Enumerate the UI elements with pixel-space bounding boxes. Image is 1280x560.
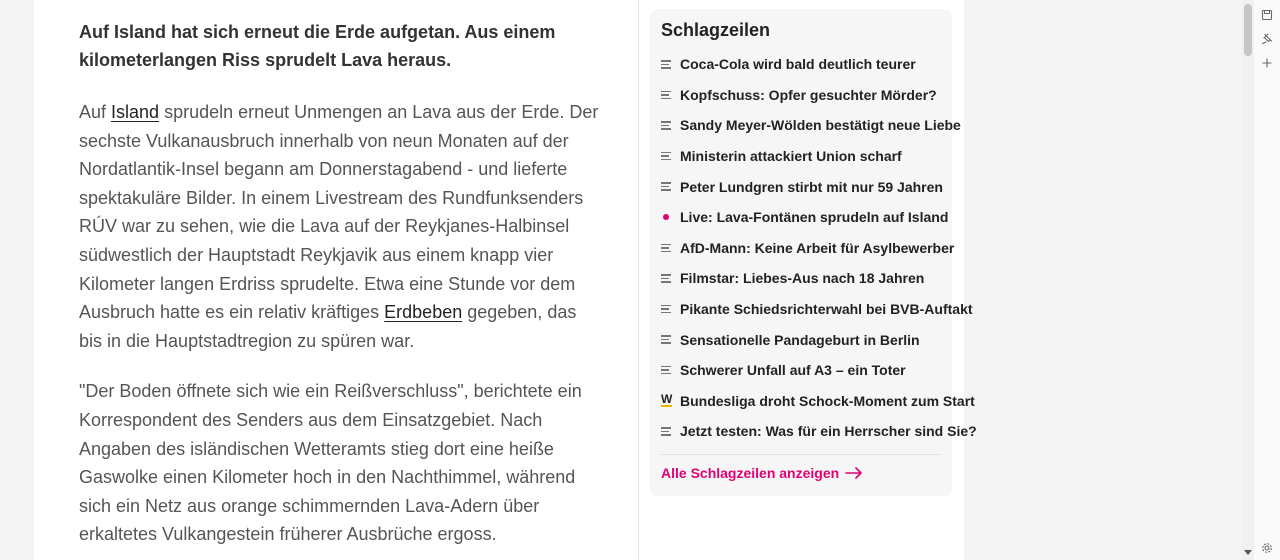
headline-label: Kopfschuss: Opfer gesuchter Mörder? bbox=[680, 86, 937, 103]
paragraph-text: gegeben, das bis in die Hauptstadtregion zu spüren war. bbox=[79, 302, 577, 351]
w-logo-icon: W bbox=[661, 392, 673, 407]
headline-item[interactable] bbox=[661, 202, 949, 233]
article-lines-icon bbox=[661, 364, 680, 377]
paragraph-text: Auf bbox=[79, 102, 112, 122]
headline-label: Bundesliga droht Schock-Moment zum Start bbox=[680, 392, 975, 409]
scrollbar-thumb[interactable] bbox=[1244, 4, 1252, 56]
link-island[interactable]: Island bbox=[111, 102, 160, 122]
article-paragraph bbox=[79, 98, 599, 355]
headline-item[interactable] bbox=[661, 355, 941, 386]
headline-label: Peter Lundgren stirbt mit nur 59 Jahren bbox=[680, 178, 943, 195]
headline-item[interactable] bbox=[661, 141, 941, 172]
headline-item[interactable] bbox=[661, 233, 955, 264]
gear-icon[interactable] bbox=[1260, 541, 1274, 555]
divider bbox=[661, 454, 941, 455]
link-erdbeben[interactable]: Erdbeben bbox=[384, 302, 463, 323]
article-lines-icon bbox=[661, 242, 680, 255]
article-lines-icon bbox=[661, 333, 680, 346]
article-lines-icon bbox=[661, 150, 680, 163]
headline-item[interactable] bbox=[661, 110, 961, 141]
headline-item[interactable] bbox=[661, 324, 941, 355]
article-lines-icon bbox=[661, 303, 680, 316]
article-lines-icon bbox=[661, 272, 680, 285]
article-lines-icon bbox=[661, 119, 680, 132]
headlines-box bbox=[650, 9, 977, 496]
scrollbar[interactable] bbox=[1242, 0, 1254, 560]
headline-item[interactable] bbox=[661, 386, 975, 417]
paragraph-text: sprudeln erneut Unmengen an Lava aus der Erde. Der sechste Vulkanausbruch innerhalb von neun Monaten auf der Nordatlantik-Insel begann am Donnerstagabend - und lieferte spektakuläre Bilder. In einem Livestream des Rundfunksenders RÚV war zu sehen, wie die Lava auf der Reykjanes-Halbinsel südwestlich der Hauptstadt Reykjavik aus einem knapp vier Kilometer langen Erdriss sprudelte. Etwa eine Stunde vor dem Ausbruch hatte es ein relativ kräftiges bbox=[79, 102, 599, 323]
article-lines-icon bbox=[661, 89, 680, 102]
headline-label: Jetzt testen: Was für ein Herrscher sind Sie? bbox=[680, 423, 977, 440]
column-divider bbox=[638, 0, 639, 560]
headline-item[interactable] bbox=[661, 80, 941, 111]
headline-label: Sandy Meyer-Wölden bestätigt neue Liebe bbox=[680, 117, 961, 134]
headline-label: Schwerer Unfall auf A3 – ein Toter bbox=[680, 362, 906, 379]
headline-label: AfD-Mann: Keine Arbeit für Asylbewerber bbox=[680, 239, 955, 256]
pin-icon[interactable] bbox=[1260, 32, 1274, 46]
headline-item[interactable] bbox=[661, 49, 941, 80]
all-headlines-link[interactable] bbox=[661, 465, 941, 481]
headline-item[interactable] bbox=[661, 416, 977, 447]
article-lead: Auf Island hat sich erneut die Erde aufgetan. Aus einem kilometerlangen Riss sprudelt Lava heraus. bbox=[79, 22, 556, 70]
article-lines-icon bbox=[661, 180, 680, 193]
add-icon[interactable] bbox=[1260, 56, 1274, 70]
article-lines-icon bbox=[661, 425, 680, 438]
side-toolbar bbox=[1254, 0, 1280, 560]
headline-label: Filmstar: Liebes-Aus nach 18 Jahren bbox=[680, 270, 925, 287]
live-dot-icon bbox=[661, 214, 680, 220]
headlines-title: Schlagzeilen bbox=[661, 20, 771, 40]
scroll-down-arrow-icon[interactable] bbox=[1244, 550, 1252, 555]
headline-item[interactable] bbox=[661, 294, 973, 325]
headline-label: Sensationelle Pandageburt in Berlin bbox=[680, 331, 920, 348]
all-headlines-label: Alle Schlagzeilen anzeigen bbox=[661, 464, 840, 481]
headline-item[interactable] bbox=[661, 263, 941, 294]
article bbox=[79, 18, 599, 560]
article-lines-icon bbox=[661, 58, 680, 71]
headline-label: Pikante Schiedsrichterwahl bei BVB-Auftakt bbox=[680, 301, 973, 318]
headlines-list bbox=[661, 49, 977, 447]
save-icon[interactable] bbox=[1260, 8, 1274, 22]
arrow-right-icon bbox=[845, 467, 863, 479]
article-paragraph: "Der Boden öffnete sich wie ein Reißverschluss", berichtete ein Korrespondent des Senders aus dem Einsatzgebiet. Nach Angaben des isländischen Wetteramts stieg dort eine heiße Gaswolke einen Kilometer hoch in den Nachthimmel, während sich ein Netz aus orange schimmernden Lava-Adern über erkaltetes Vulkangestein früherer Ausbrüche ergoss. bbox=[79, 381, 582, 545]
headline-label: Live: Lava-Fontänen sprudeln auf Island bbox=[680, 209, 949, 226]
headline-label: Ministerin attackiert Union scharf bbox=[680, 148, 902, 165]
headline-label: Coca-Cola wird bald deutlich teurer bbox=[680, 56, 916, 73]
headline-item[interactable] bbox=[661, 171, 941, 202]
